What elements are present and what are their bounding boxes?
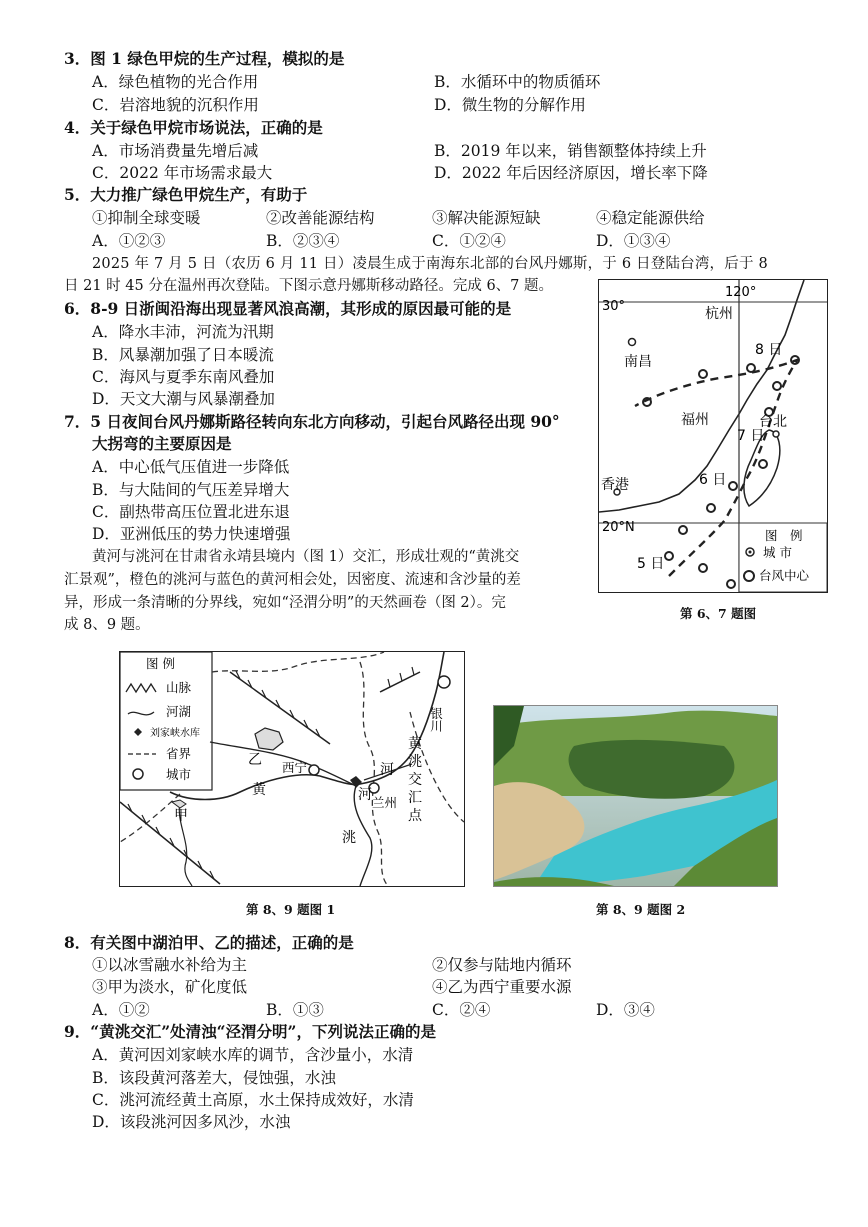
q4-option-b: B．2019 年以来，销售额整体持续上升 — [434, 142, 707, 160]
q4-option-c: C．2022 年市场需求最大 — [92, 164, 273, 182]
label-confluence-3: 交 — [408, 772, 422, 788]
q4-option-d: D．2022 年后因经济原因，增长率下降 — [434, 164, 708, 182]
q7-option-a: A．中心低气压值进一步降低 — [92, 458, 290, 476]
legend-title: 图 例 — [146, 656, 175, 671]
q6-stem: 6．8-9 日浙闽沿海出现显著风浪高潮，其形成的原因最可能的是 — [64, 299, 512, 318]
river-confluence-map — [119, 651, 465, 887]
label-xining: 西宁 — [282, 760, 308, 775]
q5-statement-1: ①抑制全球变暖 — [92, 209, 201, 227]
q4-option-a: A．市场消费量先增后减 — [92, 142, 259, 160]
legend-title: 图 例 — [765, 528, 803, 543]
label-confluence-1: 黄 — [408, 736, 422, 752]
q8-option-d: D．③④ — [596, 1001, 655, 1019]
photo-caption: 第 8、9 题图 2 — [596, 902, 686, 917]
province-border — [212, 652, 384, 672]
label-huang: 黄 — [252, 782, 266, 798]
q5-statement-4: ④稳定能源供给 — [596, 209, 705, 227]
legend-city-dot — [749, 551, 752, 554]
q8-statement-3: ③甲为淡水，矿化度低 — [92, 978, 248, 996]
q3-option-b: B．水循环中的物质循环 — [434, 73, 601, 91]
city-taipei: 台北 — [759, 414, 787, 430]
city-fuzhou: 福州 — [681, 412, 709, 428]
city-yinchuan-icon — [438, 676, 450, 688]
q7-stem-line-1: 7．5 日夜间台风丹娜斯路径转向东北方向移动，引起台风路径出现 90° — [64, 412, 560, 431]
longitude-label: 120° — [725, 285, 757, 300]
label-he2: 河 — [358, 787, 372, 803]
q3-option-a: A．绿色植物的光合作用 — [92, 73, 259, 91]
confluence-photo — [493, 705, 778, 887]
label-tao: 洮 — [342, 830, 356, 846]
city-hongkong: 香港 — [601, 477, 629, 493]
river-intro-line-3: 异，形成一条清晰的分界线，宛如“泾渭分明”的天然画卷（图 2）。完 — [64, 595, 506, 611]
label-confluence-2: 洮 — [408, 754, 422, 770]
typhoon-intro-line-1: 2025 年 7 月 5 日（农历 6 月 11 日）凌晨生成于南海东北部的台风丹娜斯，于 6 日登陆台湾，后于 8 — [92, 256, 768, 272]
q6-option-b: B．风暴潮加强了日本暖流 — [92, 346, 274, 364]
latitude-top-label: 30° — [602, 299, 626, 314]
q3-option-c: C．岩溶地貌的沉积作用 — [92, 96, 259, 114]
date-5: 5 日 — [637, 556, 665, 572]
lake-yi — [255, 728, 283, 750]
q9-option-c: C．洮河流经黄土高原，水土保持成效好，水清 — [92, 1091, 414, 1109]
date-6: 6 日 — [699, 472, 727, 488]
q5-option-c: C．①②④ — [432, 232, 506, 250]
label-yinchuan: 银川 — [428, 707, 444, 732]
legend-river-label: 河湖 — [166, 704, 192, 719]
latitude-bottom-label: 20°N — [602, 520, 635, 535]
legend-mountain-label: 山脉 — [166, 680, 192, 695]
q3-stem: 3．图 1 绿色甲烷的生产过程，模拟的是 — [64, 49, 345, 68]
river-intro-line-2: 汇景观”，橙色的洮河与蓝色的黄河相会处，因密度、流速和含沙量的差 — [64, 572, 521, 588]
q5-statement-2: ②改善能源结构 — [266, 209, 375, 227]
q8-option-b: B．①③ — [266, 1001, 324, 1019]
q5-option-a: A．①②③ — [92, 232, 166, 250]
mountain-range — [120, 802, 220, 884]
river-intro-line-1: 黄河与洮河在甘肃省永靖县境内（图 1）交汇，形成壮观的“黄洮交 — [92, 549, 520, 565]
q6-option-a: A．降水丰沛，河流为汛期 — [92, 323, 274, 341]
q9-option-d: D．该段洮河因多风沙，水浊 — [92, 1113, 291, 1131]
legend-typhoon-label: 台风中心 — [759, 568, 810, 583]
confluence-photo-svg — [494, 706, 777, 886]
q7-option-d: D．亚洲低压的势力快速增强 — [92, 525, 291, 543]
q7-option-b: B．与大陆间的气压差异增大 — [92, 481, 290, 499]
date-8: 8 日 — [755, 342, 783, 358]
q5-option-b: B．②③④ — [266, 232, 340, 250]
label-yi: 乙 — [248, 752, 262, 768]
city-nanchang: 南昌 — [624, 354, 652, 370]
q8-option-c: C．②④ — [432, 1001, 491, 1019]
legend-city-icon — [133, 769, 143, 779]
q9-stem: 9．“黄洮交汇”处清浊“泾渭分明”，下列说法正确的是 — [64, 1022, 436, 1041]
label-he: 河 — [380, 762, 394, 778]
q9-option-b: B．该段黄河落差大，侵蚀强，水浊 — [92, 1069, 336, 1087]
river-map-caption: 第 8、9 题图 1 — [246, 902, 336, 917]
q9-option-a: A．黄河因刘家峡水库的调节，含沙量小，水清 — [92, 1046, 414, 1064]
q6-option-d: D．天文大潮与风暴潮叠加 — [92, 390, 275, 408]
province-border — [120, 794, 180, 842]
lake-jia — [172, 800, 186, 808]
city-hangzhou: 杭州 — [705, 306, 733, 322]
q6-option-c: C．海风与夏季东南风叠加 — [92, 368, 275, 386]
q8-statement-2: ②仅参与陆地内循环 — [432, 956, 572, 974]
river-map-svg — [120, 652, 464, 886]
typhoon-intro-line-2: 日 21 时 45 分在温州再次登陆。下图示意丹娜斯移动路径。完成 6、7 题。 — [64, 278, 554, 294]
q8-statement-1: ①以冰雪融水补给为主 — [92, 956, 248, 974]
legend-border-label: 省界 — [166, 746, 192, 761]
typhoon-map-svg — [599, 280, 827, 592]
q7-stem-line-2: 大拐弯的主要原因是 — [92, 434, 232, 453]
q7-option-c: C．副热带高压位置北进东退 — [92, 503, 290, 521]
q8-statement-4: ④乙为西宁重要水源 — [432, 978, 572, 996]
q8-option-a: A．①② — [92, 1001, 150, 1019]
label-lanzhou: 兰州 — [372, 795, 398, 810]
legend-reservoir-label: 刘家峡水库 — [150, 728, 200, 739]
q3-option-d: D．微生物的分解作用 — [434, 96, 586, 114]
date-7: 7 日 — [737, 428, 765, 444]
label-confluence-5: 点 — [408, 808, 422, 824]
q5-statement-3: ③解决能源短缺 — [432, 209, 541, 227]
q8-stem: 8．有关图中湖泊甲、乙的描述，正确的是 — [64, 933, 354, 952]
legend-city-label: 城市 — [166, 767, 192, 782]
q5-stem: 5．大力推广绿色甲烷生产，有助于 — [64, 185, 308, 204]
q5-option-d: D．①③④ — [596, 232, 671, 250]
label-confluence-4: 汇 — [408, 790, 422, 806]
city-xining-icon — [309, 765, 319, 775]
typhoon-map-caption: 第 6、7 题图 — [680, 606, 757, 621]
legend-city-label: 城 市 — [763, 545, 792, 560]
label-jia: 甲 — [174, 808, 188, 824]
river-intro-line-4: 成 8、9 题。 — [64, 617, 150, 633]
q4-stem: 4．关于绿色甲烷市场说法，正确的是 — [64, 118, 323, 137]
typhoon-track-map — [598, 279, 828, 593]
